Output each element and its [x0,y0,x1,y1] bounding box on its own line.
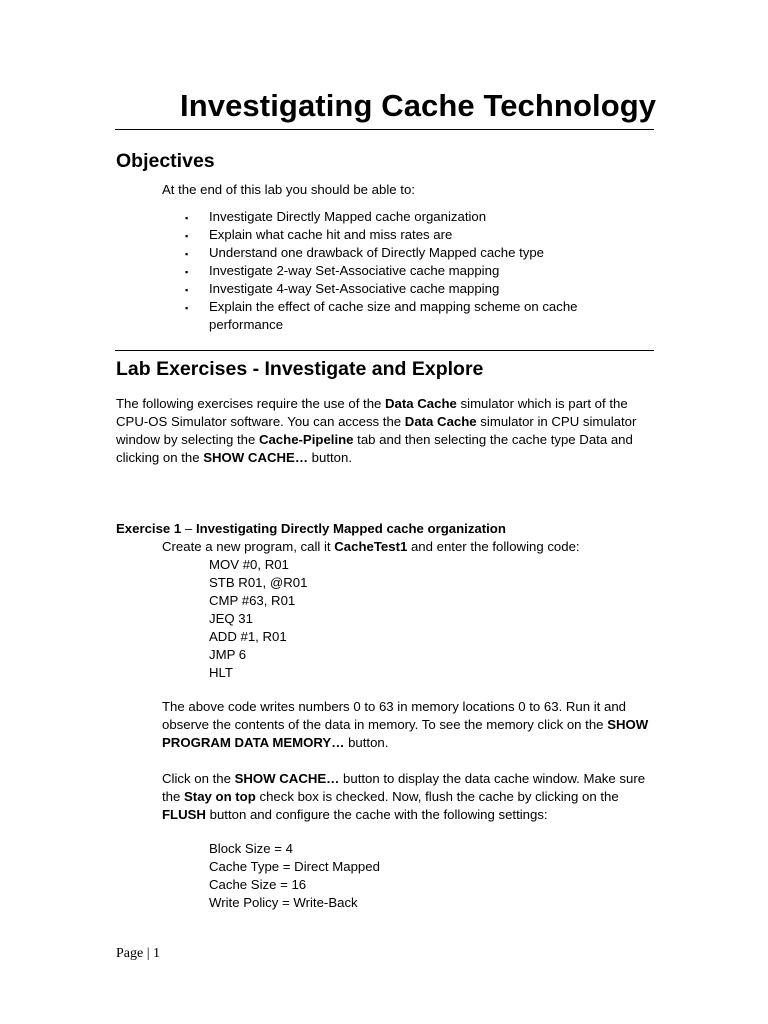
objective-item: Investigate 2-way Set-Associative cache mapping [209,263,500,278]
cache-paragraph: Click on the SHOW CACHE… button to display the data cache window. Make sure the Stay on top check box is checked. Now, flush the cache by clicking on the FLUSH button and configure the cache with the following settings: [162,771,646,822]
objective-item: Investigate 4-way Set-Associative cache mapping [209,281,500,296]
objective-item: Understand one drawback of Directly Mapped cache type [209,245,544,260]
code-line: MOV #0, R01 [209,557,289,572]
bullet-icon: ▪ [185,249,189,259]
objective-item: Explain what cache hit and miss rates are [209,227,453,242]
cache-setting: Block Size = 4 [209,841,293,856]
section-divider [115,350,654,351]
code-line: JEQ 31 [209,611,253,626]
cache-setting: Write Policy = Write-Back [209,895,358,910]
lab-intro-paragraph: The following exercises require the use of the Data Cache simulator which is part of the CPU-OS Simulator software. You can access the Data Cache simulator in CPU simulator window by selecting the Cache-Pipeline tab and then selecting the cache type Data and clicking on the SHOW CACHE… button. [116,396,637,465]
bullet-icon: ▪ [185,213,189,223]
objectives-intro: At the end of this lab you should be able to: [162,182,415,197]
code-line: CMP #63, R01 [209,593,296,608]
bullet-icon: ▪ [185,285,189,295]
cache-setting: Cache Type = Direct Mapped [209,859,380,874]
exercise-1-instruction: Create a new program, call it CacheTest1 and enter the following code: [162,539,580,554]
code-line: STB R01, @R01 [209,575,308,590]
lab-exercises-heading: Lab Exercises - Investigate and Explore [116,358,484,380]
code-line: HLT [209,665,233,680]
document-title: Investigating Cache Technology [180,88,657,123]
objective-item: Investigate Directly Mapped cache organization [209,209,487,224]
memory-paragraph: The above code writes numbers 0 to 63 in memory locations 0 to 63. Run it and observe the contents of the data in memory. To see the memory click on the SHOW PROGRAM DATA MEMORY… button. [162,699,649,750]
bullet-icon: ▪ [185,231,189,241]
objective-item: Explain the effect of cache size and mapping scheme on cache [209,299,578,314]
bullet-icon: ▪ [185,303,189,313]
exercise-1-heading: Exercise 1 – Investigating Directly Mapped cache organization [116,521,506,536]
cache-setting: Cache Size = 16 [209,877,307,892]
title-divider [115,129,654,130]
bullet-icon: ▪ [185,267,189,277]
objective-item-continuation: performance [209,317,284,332]
code-line: JMP 6 [209,647,247,662]
objectives-heading: Objectives [116,150,215,172]
page-number: Page | 1 [116,946,161,961]
code-line: ADD #1, R01 [209,629,287,644]
